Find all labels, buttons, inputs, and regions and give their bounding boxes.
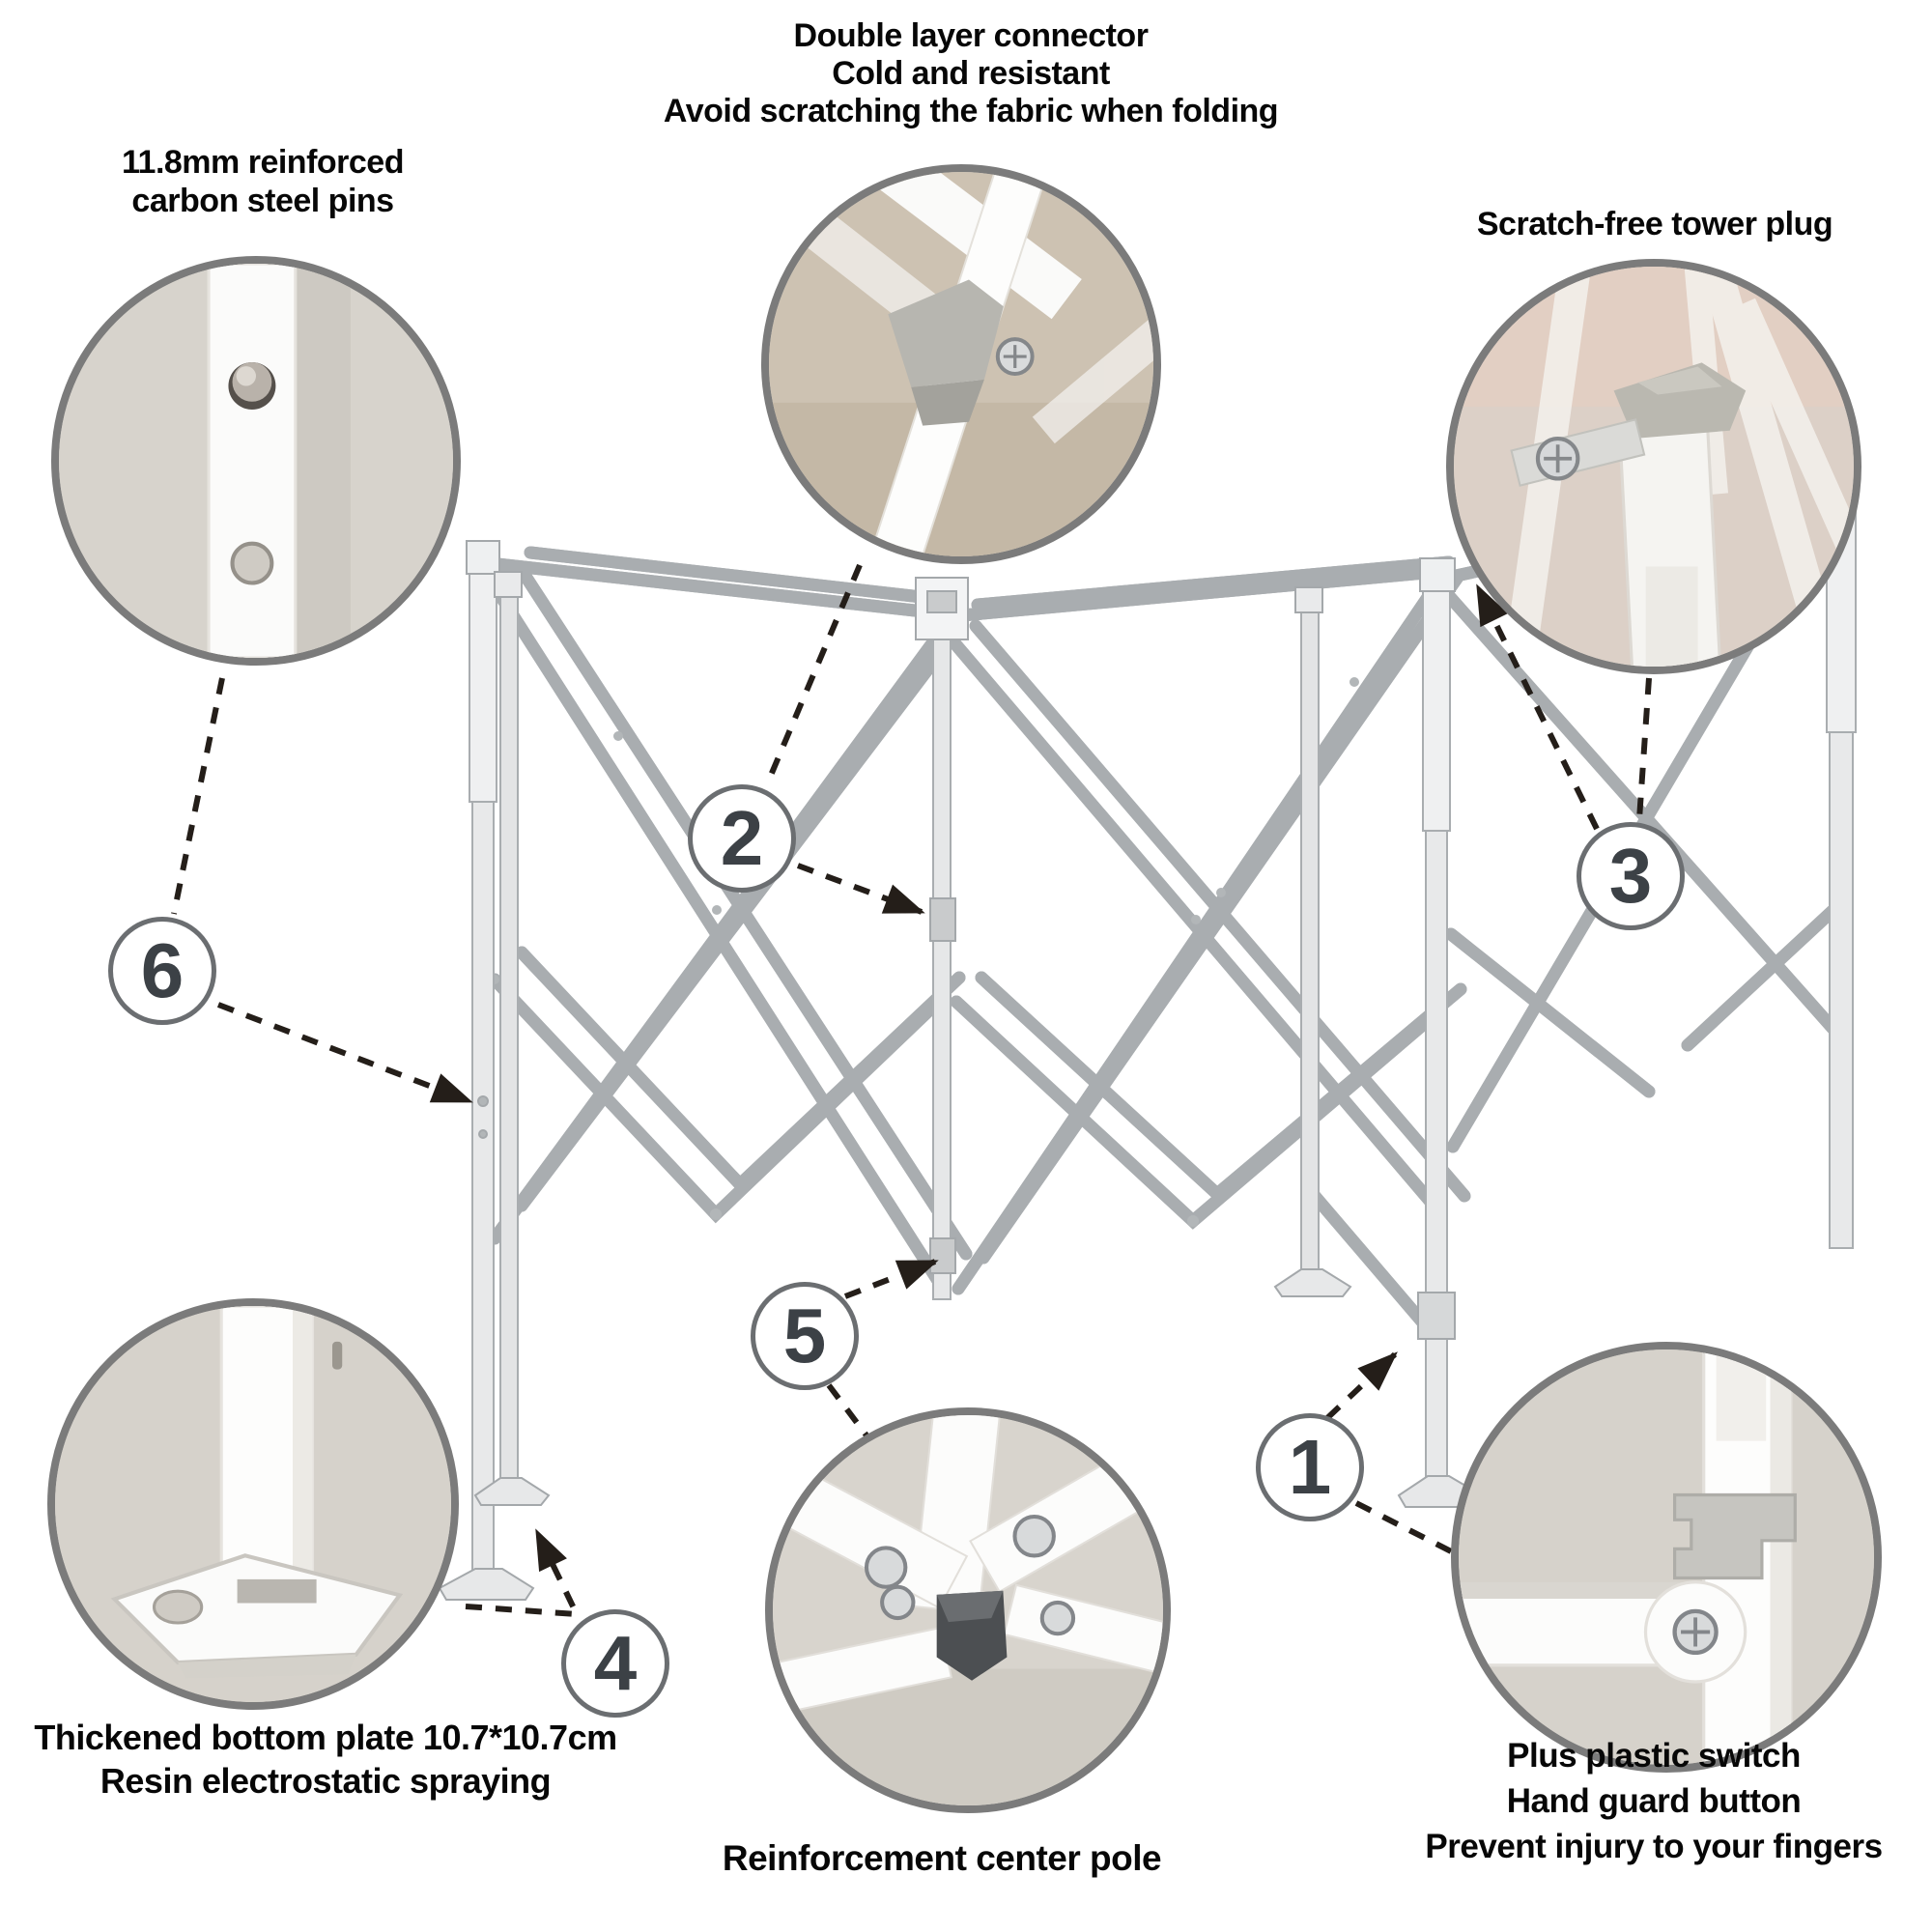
inset-plastic-switch-photo	[1451, 1342, 1882, 1773]
callout-number-4	[561, 1609, 669, 1718]
right-corner-bracket	[1420, 558, 1455, 591]
callout-number-1	[1256, 1413, 1364, 1521]
callout-number-5	[751, 1282, 859, 1390]
front-left-leg-sleeve	[469, 551, 497, 802]
arrow-6-to-leg	[218, 1005, 469, 1101]
label-line: Reinforcement center pole	[722, 1838, 1162, 1878]
pin-hole-icon	[233, 544, 272, 583]
left-corner-bracket	[467, 541, 499, 574]
inset-double-layer-connector-photo	[761, 164, 1161, 564]
label-line: Hand guard button	[1506, 1782, 1802, 1820]
front-left-foot	[440, 1569, 533, 1600]
front-right-leg-sleeve	[1423, 568, 1450, 831]
steel-pin	[479, 1130, 487, 1138]
label-line: 11.8mm reinforced	[122, 144, 404, 181]
back-right-foot	[1275, 1269, 1350, 1296]
label-line: Cold and resistant	[832, 55, 1110, 92]
callout-4-text: 4	[593, 1620, 638, 1706]
label-line: Double layer connector	[793, 17, 1149, 54]
callout-1-text: 1	[1288, 1424, 1332, 1510]
callout-2-text: 2	[720, 795, 764, 881]
callout-number-3	[1577, 822, 1685, 930]
steel-pin	[478, 1096, 488, 1106]
callout-3-text: 3	[1608, 833, 1653, 919]
label-bottom-plate	[34, 1716, 616, 1803]
label-line: Resin electrostatic spraying	[99, 1761, 552, 1801]
connector-photo-graphic	[769, 172, 1153, 556]
label-line: Plus plastic switch	[1507, 1737, 1801, 1775]
center-pole-bottom-latch	[930, 1238, 955, 1273]
leader-1-to-inset-br	[1356, 1503, 1459, 1555]
inset-center-pole-hub-photo	[765, 1407, 1171, 1813]
label-double-layer-connector	[664, 17, 1278, 130]
leg-height-latch	[1418, 1293, 1455, 1339]
bottom-plate-photo-graphic	[55, 1306, 451, 1702]
plate-hole-icon	[155, 1591, 202, 1623]
back-left-leg	[500, 580, 518, 1486]
plastic-switch-photo-graphic	[1459, 1350, 1874, 1765]
label-center-pole	[723, 1838, 1161, 1880]
label-plastic-switch	[1425, 1733, 1882, 1869]
pin-photo-graphic	[59, 264, 453, 658]
leader-inset-tl-to-6	[174, 678, 222, 914]
callout-5-text: 5	[782, 1293, 827, 1378]
velcro-strap	[1717, 1350, 1767, 1441]
center-pole	[933, 633, 951, 1299]
center-pole-latch	[930, 898, 955, 941]
label-line: Avoid scratching the fabric when folding	[663, 93, 1279, 129]
center-pole-photo-graphic	[773, 1415, 1163, 1805]
arrow-2-to-connector	[798, 866, 922, 912]
inset-carbon-steel-pin-photo	[51, 256, 461, 666]
leader-5-to-inset-bc	[829, 1385, 869, 1439]
callout-number-6	[108, 917, 216, 1025]
label-carbon-steel-pins	[122, 143, 404, 220]
callout-number-2	[688, 784, 796, 893]
label-line: Scratch-free tower plug	[1476, 206, 1833, 242]
back-right-leg	[1301, 597, 1319, 1277]
inset-bottom-plate-photo	[47, 1298, 459, 1710]
inset-tower-plug-photo	[1446, 259, 1861, 674]
label-line: Prevent injury to your fingers	[1425, 1828, 1883, 1865]
pivot-rivets	[490, 677, 1442, 1227]
callout-6-text: 6	[140, 927, 185, 1013]
velcro-strap	[1646, 567, 1698, 668]
label-line: carbon steel pins	[131, 183, 394, 219]
tower-plug-photo-graphic	[1454, 267, 1854, 667]
label-tower-plug	[1477, 205, 1833, 243]
label-line: Thickened bottom plate 10.7*10.7cm	[34, 1718, 617, 1757]
arrow-1-to-latch	[1327, 1354, 1395, 1418]
arrow-5-to-pole	[845, 1262, 935, 1296]
leader-inset-tr-to-3	[1639, 678, 1649, 819]
